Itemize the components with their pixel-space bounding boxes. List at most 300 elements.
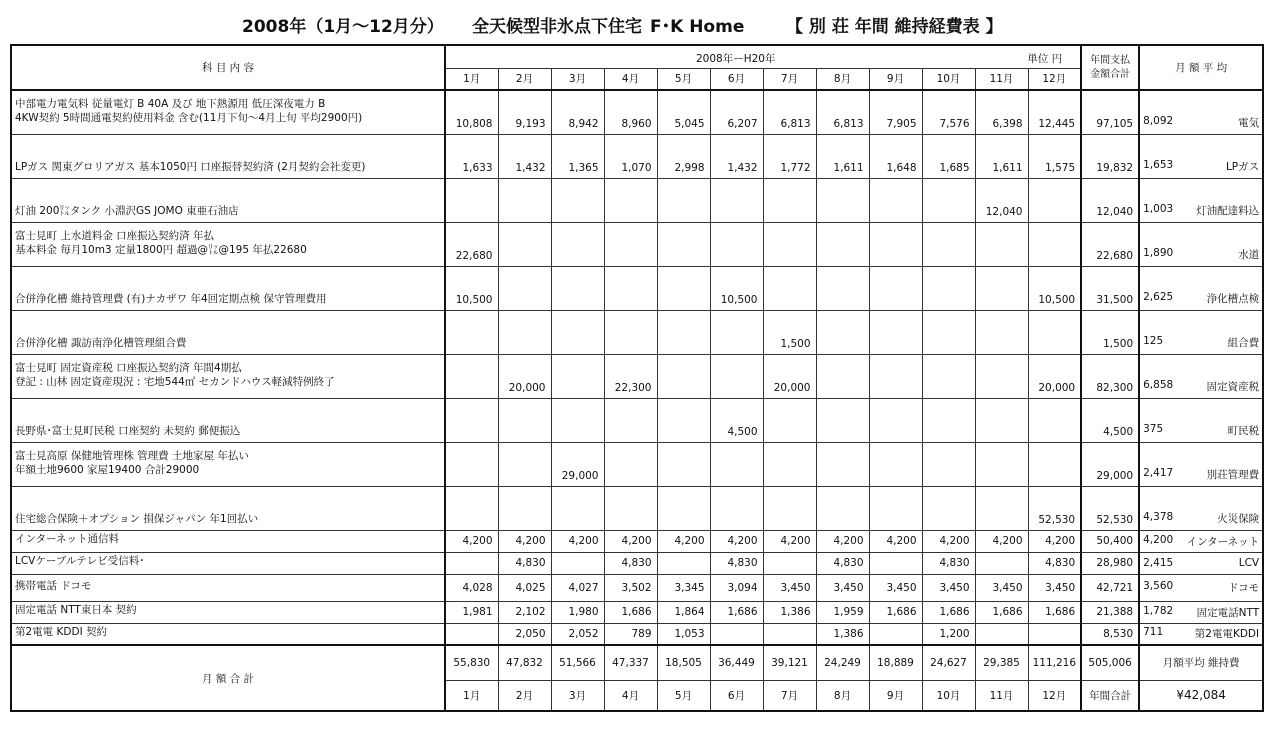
row-description	[11, 266, 445, 310]
month-value-8	[816, 266, 869, 310]
month-value-3: 8,942	[551, 90, 604, 134]
expense-row	[11, 574, 1263, 601]
month-value-6: 4,500	[710, 398, 763, 442]
row-monthly-avg-cell	[1139, 623, 1263, 645]
header-subject: 科 目 内 容	[11, 45, 445, 90]
month-value-2: 2,050	[498, 623, 551, 645]
month-value-5	[657, 398, 710, 442]
row-description-line2: 基本料金 毎月10m3 定量1800円 超過@㍑@195 年払22680	[15, 243, 307, 256]
month-value-11	[975, 623, 1028, 645]
month-header-7: 7月	[763, 68, 816, 90]
month-value-8	[816, 442, 869, 486]
month-value-6	[710, 486, 763, 530]
month-value-4	[604, 442, 657, 486]
month-header-10: 10月	[922, 68, 975, 90]
row-monthly-avg-cell	[1139, 354, 1263, 398]
month-value-4: 4,830	[604, 552, 657, 574]
month-header-4: 4月	[604, 68, 657, 90]
summary-avg-value: ¥42,084	[1139, 680, 1263, 711]
month-value-6: 10,500	[710, 266, 763, 310]
month-value-2: 20,000	[498, 354, 551, 398]
month-value-7	[763, 398, 816, 442]
month-value-9: 4,200	[869, 530, 922, 552]
month-value-3	[551, 398, 604, 442]
row-monthly-avg-cell	[1139, 601, 1263, 623]
month-value-3: 1,365	[551, 134, 604, 178]
row-annual-total: 8,530	[1081, 623, 1139, 645]
summary-month-label-2: 2月	[498, 680, 551, 711]
month-value-11: 1,611	[975, 134, 1028, 178]
month-value-3: 2,052	[551, 623, 604, 645]
month-value-9	[869, 222, 922, 266]
row-category: LPガス	[1225, 160, 1260, 173]
month-value-9	[869, 178, 922, 222]
month-value-9: 3,450	[869, 574, 922, 601]
month-value-2	[498, 266, 551, 310]
row-monthly-avg-cell	[1139, 574, 1263, 601]
month-value-10: 4,830	[922, 552, 975, 574]
row-annual-total: 4,500	[1081, 398, 1139, 442]
row-description	[11, 530, 445, 552]
row-monthly-avg: 2,625	[1143, 290, 1174, 303]
row-annual-total: 29,000	[1081, 442, 1139, 486]
summary-month-label-1: 1月	[445, 680, 498, 711]
month-value-6	[710, 623, 763, 645]
month-value-11	[975, 398, 1028, 442]
month-value-4: 789	[604, 623, 657, 645]
month-value-4: 3,502	[604, 574, 657, 601]
title-doc: 【 別 荘 年間 維持経費表 】	[786, 17, 1003, 37]
row-monthly-avg: 1,653	[1143, 158, 1174, 171]
row-category: 火災保険	[1217, 512, 1260, 525]
row-description-line2: 4KW契約 5時間通電契約使用料金 含む(11月下旬～4月上旬 平均2900円)	[15, 112, 363, 124]
month-value-1	[445, 310, 498, 354]
summary-month-total-7: 39,121	[763, 645, 816, 680]
month-value-4: 8,960	[604, 90, 657, 134]
month-value-10	[922, 178, 975, 222]
month-value-7: 1,772	[763, 134, 816, 178]
month-value-6	[710, 354, 763, 398]
month-value-4: 1,686	[604, 601, 657, 623]
month-value-10: 4,200	[922, 530, 975, 552]
month-value-6: 4,830	[710, 552, 763, 574]
month-value-1	[445, 552, 498, 574]
month-value-5	[657, 552, 710, 574]
row-description-line2: 年額土地9600 家屋19400 合計29000	[15, 463, 200, 476]
row-description-line2: LCVケーブルテレビ受信料･	[15, 555, 145, 567]
month-value-4: 1,070	[604, 134, 657, 178]
month-value-5	[657, 442, 710, 486]
month-value-11: 4,200	[975, 530, 1028, 552]
row-description-line2: 長野県･富士見町民税 口座契約 未契約 郵便振込	[15, 424, 241, 437]
month-value-12	[1028, 178, 1081, 222]
row-monthly-avg: 125	[1143, 334, 1164, 347]
expense-row	[11, 601, 1263, 623]
month-value-1: 10,500	[445, 266, 498, 310]
title-house: 全天候型非氷点下住宅	[472, 17, 642, 37]
month-value-3	[551, 310, 604, 354]
summary-month-total-4: 47,337	[604, 645, 657, 680]
month-value-11	[975, 442, 1028, 486]
summary-month-label-12: 12月	[1028, 680, 1081, 711]
month-value-9	[869, 266, 922, 310]
row-annual-total: 42,721	[1081, 574, 1139, 601]
month-value-10: 3,450	[922, 574, 975, 601]
month-value-3	[551, 178, 604, 222]
row-monthly-avg: 3,560	[1143, 580, 1174, 592]
month-value-9	[869, 398, 922, 442]
month-value-10: 1,200	[922, 623, 975, 645]
row-monthly-avg: 1,890	[1143, 246, 1174, 259]
month-value-12: 52,530	[1028, 486, 1081, 530]
month-value-11	[975, 486, 1028, 530]
month-value-5	[657, 178, 710, 222]
month-value-4	[604, 398, 657, 442]
month-value-6	[710, 178, 763, 222]
summary-month-total-10: 24,627	[922, 645, 975, 680]
month-value-2: 2,102	[498, 601, 551, 623]
expense-row	[11, 310, 1263, 354]
row-monthly-avg-cell	[1139, 530, 1263, 552]
month-value-11	[975, 222, 1028, 266]
summary-month-label-11: 11月	[975, 680, 1028, 711]
month-value-3: 4,200	[551, 530, 604, 552]
month-value-1: 10,808	[445, 90, 498, 134]
month-header-2: 2月	[498, 68, 551, 90]
month-value-5: 2,998	[657, 134, 710, 178]
header-annual-total: 年間支払 金額合計	[1081, 45, 1139, 90]
row-monthly-avg-cell	[1139, 398, 1263, 442]
row-description	[11, 486, 445, 530]
month-value-2	[498, 398, 551, 442]
month-value-8	[816, 310, 869, 354]
month-value-3	[551, 486, 604, 530]
row-monthly-avg-cell	[1139, 134, 1263, 178]
month-value-3	[551, 266, 604, 310]
row-category: 町民税	[1227, 424, 1260, 437]
month-value-11: 6,398	[975, 90, 1028, 134]
month-value-10	[922, 398, 975, 442]
month-header-12: 12月	[1028, 68, 1081, 90]
summary-month-total-12: 111,216	[1028, 645, 1081, 680]
row-monthly-avg: 6,858	[1143, 378, 1174, 391]
month-value-7: 1,500	[763, 310, 816, 354]
row-description-line1: 富士見町 固定資産税 口座振込契約済 年間4期払	[15, 361, 242, 374]
month-value-7	[763, 486, 816, 530]
row-monthly-avg-cell	[1139, 266, 1263, 310]
row-monthly-avg-cell	[1139, 552, 1263, 574]
month-value-12	[1028, 222, 1081, 266]
month-value-12: 10,500	[1028, 266, 1081, 310]
header-monthly-avg: 月 額 平 均	[1139, 45, 1263, 90]
month-value-9	[869, 442, 922, 486]
month-value-11	[975, 310, 1028, 354]
month-value-11	[975, 266, 1028, 310]
month-header-5: 5月	[657, 68, 710, 90]
summary-annual-total: 505,006	[1081, 645, 1139, 680]
month-value-1: 22,680	[445, 222, 498, 266]
month-value-3	[551, 222, 604, 266]
summary-month-total-3: 51,566	[551, 645, 604, 680]
month-value-8: 4,200	[816, 530, 869, 552]
row-category: 第2電電KDDI	[1194, 628, 1260, 641]
expense-row	[11, 354, 1263, 398]
month-value-7: 4,200	[763, 530, 816, 552]
row-annual-total: 19,832	[1081, 134, 1139, 178]
month-value-3	[551, 552, 604, 574]
row-description	[11, 354, 445, 398]
row-description-line1: 富士見町 上水道料金 口座振込契約済 年払	[15, 229, 215, 242]
month-value-3: 1,980	[551, 601, 604, 623]
month-value-12	[1028, 310, 1081, 354]
header-unit: 単位 円	[1027, 53, 1063, 65]
month-value-10	[922, 222, 975, 266]
month-value-10: 1,685	[922, 134, 975, 178]
month-value-6	[710, 442, 763, 486]
month-header-9: 9月	[869, 68, 922, 90]
month-value-7	[763, 222, 816, 266]
month-value-4	[604, 178, 657, 222]
month-value-1: 1,633	[445, 134, 498, 178]
summary-month-label-4: 4月	[604, 680, 657, 711]
month-value-3: 4,027	[551, 574, 604, 601]
summary-month-label-7: 7月	[763, 680, 816, 711]
month-value-2	[498, 486, 551, 530]
row-annual-total: 50,400	[1081, 530, 1139, 552]
expense-row	[11, 178, 1263, 222]
row-annual-total: 1,500	[1081, 310, 1139, 354]
month-value-9: 1,686	[869, 601, 922, 623]
month-value-8	[816, 178, 869, 222]
row-annual-total: 97,105	[1081, 90, 1139, 134]
month-value-8: 1,959	[816, 601, 869, 623]
expense-row	[11, 266, 1263, 310]
month-value-1	[445, 178, 498, 222]
month-value-2: 9,193	[498, 90, 551, 134]
month-value-6: 4,200	[710, 530, 763, 552]
month-value-11	[975, 354, 1028, 398]
month-value-10	[922, 266, 975, 310]
month-value-12: 4,200	[1028, 530, 1081, 552]
row-description-line2: 合併浄化槽 維持管理費 (有)ナカザワ 年4回定期点検 保守管理費用	[15, 292, 327, 305]
month-value-10	[922, 486, 975, 530]
month-value-10	[922, 354, 975, 398]
month-value-4	[604, 310, 657, 354]
summary-month-label-8: 8月	[816, 680, 869, 711]
month-value-8: 6,813	[816, 90, 869, 134]
expense-row	[11, 134, 1263, 178]
month-value-1: 1,981	[445, 601, 498, 623]
row-monthly-avg-cell	[1139, 442, 1263, 486]
row-description	[11, 601, 445, 623]
summary-label: 月 額 合 計	[11, 645, 445, 711]
header-year-cell	[445, 45, 1081, 68]
month-value-6: 1,432	[710, 134, 763, 178]
row-annual-total: 28,980	[1081, 552, 1139, 574]
row-category: 組合費	[1227, 336, 1260, 349]
row-monthly-avg: 1,782	[1143, 604, 1174, 617]
document-title	[0, 12, 1280, 38]
month-value-2: 4,200	[498, 530, 551, 552]
month-value-8: 3,450	[816, 574, 869, 601]
month-value-5: 5,045	[657, 90, 710, 134]
summary-avg-label: 月額平均 維持費	[1139, 645, 1263, 680]
month-value-7: 1,386	[763, 601, 816, 623]
month-value-12: 1,686	[1028, 601, 1081, 623]
row-monthly-avg: 4,378	[1143, 510, 1174, 523]
month-value-10	[922, 310, 975, 354]
expense-row	[11, 486, 1263, 530]
row-monthly-avg: 375	[1143, 422, 1164, 435]
month-value-7: 20,000	[763, 354, 816, 398]
month-value-1	[445, 623, 498, 645]
row-description-line2: 合併浄化槽 諏訪南浄化槽管理組合費	[15, 336, 187, 349]
row-description	[11, 90, 445, 134]
month-value-2: 4,830	[498, 552, 551, 574]
summary-month-label-10: 10月	[922, 680, 975, 711]
month-value-5	[657, 354, 710, 398]
month-value-12: 1,575	[1028, 134, 1081, 178]
month-value-1: 4,028	[445, 574, 498, 601]
month-value-2: 1,432	[498, 134, 551, 178]
month-value-5	[657, 486, 710, 530]
row-description	[11, 552, 445, 574]
row-category: 浄化槽点検	[1206, 292, 1260, 305]
month-value-7	[763, 623, 816, 645]
row-description-line2: 登記 : 山林 固定資産現況 : 宅地544㎡ セカンドハウス軽減特例終了	[15, 375, 335, 388]
row-category: LCV	[1238, 557, 1260, 569]
row-category: 灯油配達料込	[1196, 204, 1260, 217]
month-value-4	[604, 222, 657, 266]
row-monthly-avg: 4,200	[1143, 533, 1174, 546]
row-category: 固定資産税	[1206, 380, 1260, 393]
row-annual-total: 31,500	[1081, 266, 1139, 310]
expense-row	[11, 552, 1263, 574]
month-value-3: 29,000	[551, 442, 604, 486]
month-value-8	[816, 398, 869, 442]
month-value-5: 1,864	[657, 601, 710, 623]
month-value-11: 12,040	[975, 178, 1028, 222]
month-value-6: 1,686	[710, 601, 763, 623]
title-period: 2008年（1月～12月分）	[242, 17, 444, 37]
month-value-5: 3,345	[657, 574, 710, 601]
month-value-1	[445, 354, 498, 398]
month-value-9	[869, 552, 922, 574]
month-value-10	[922, 442, 975, 486]
summary-year-label: 年間合計	[1081, 680, 1139, 711]
row-category: 固定電話NTT	[1196, 606, 1260, 619]
month-header-6: 6月	[710, 68, 763, 90]
month-value-8	[816, 354, 869, 398]
row-description	[11, 178, 445, 222]
month-value-6: 6,207	[710, 90, 763, 134]
month-value-8: 1,611	[816, 134, 869, 178]
month-value-4: 4,200	[604, 530, 657, 552]
month-header-8: 8月	[816, 68, 869, 90]
header-year: 2008年ーH20年	[696, 53, 776, 65]
month-value-1: 4,200	[445, 530, 498, 552]
summary-month-total-5: 18,505	[657, 645, 710, 680]
month-value-4: 22,300	[604, 354, 657, 398]
row-monthly-avg-cell	[1139, 310, 1263, 354]
month-value-12: 4,830	[1028, 552, 1081, 574]
row-monthly-avg: 711	[1143, 626, 1164, 639]
row-description	[11, 398, 445, 442]
month-value-8: 4,830	[816, 552, 869, 574]
month-value-10: 7,576	[922, 90, 975, 134]
row-description	[11, 442, 445, 486]
expense-row	[11, 442, 1263, 486]
month-value-7	[763, 178, 816, 222]
month-value-5	[657, 310, 710, 354]
row-monthly-avg-cell	[1139, 222, 1263, 266]
row-category: 水道	[1238, 248, 1260, 261]
month-value-8	[816, 222, 869, 266]
month-value-7	[763, 266, 816, 310]
row-annual-total: 82,300	[1081, 354, 1139, 398]
row-monthly-avg-cell	[1139, 90, 1263, 134]
month-value-7	[763, 442, 816, 486]
month-value-11: 1,686	[975, 601, 1028, 623]
summary-row-values	[11, 645, 1263, 680]
month-value-1	[445, 398, 498, 442]
row-category: 電気	[1238, 116, 1260, 129]
month-value-2	[498, 310, 551, 354]
month-value-12: 3,450	[1028, 574, 1081, 601]
month-value-6: 3,094	[710, 574, 763, 601]
month-value-11: 3,450	[975, 574, 1028, 601]
month-value-4	[604, 266, 657, 310]
row-monthly-avg-cell	[1139, 178, 1263, 222]
row-description-line2: インターネット通信料	[15, 533, 120, 545]
row-description-line2: 携帯電話 ドコモ	[15, 579, 92, 592]
expense-row	[11, 623, 1263, 645]
month-value-9	[869, 354, 922, 398]
month-header-1: 1月	[445, 68, 498, 90]
month-value-12	[1028, 442, 1081, 486]
month-value-2	[498, 442, 551, 486]
month-value-12	[1028, 623, 1081, 645]
month-value-8	[816, 486, 869, 530]
row-description	[11, 623, 445, 645]
row-monthly-avg: 2,415	[1143, 557, 1174, 569]
row-annual-total: 12,040	[1081, 178, 1139, 222]
month-value-8: 1,386	[816, 623, 869, 645]
expense-rows	[11, 90, 1263, 645]
row-category: インターネット	[1186, 535, 1260, 548]
expense-row	[11, 222, 1263, 266]
row-annual-total: 52,530	[1081, 486, 1139, 530]
summary-month-total-2: 47,832	[498, 645, 551, 680]
month-value-7: 3,450	[763, 574, 816, 601]
row-monthly-avg: 8,092	[1143, 114, 1174, 127]
row-category: 別荘管理費	[1206, 468, 1260, 481]
row-description-line2: LPガス 関東グロリアガス 基本1050円 口座振替契約済 (2月契約会社変更)	[15, 160, 366, 173]
month-value-5	[657, 266, 710, 310]
month-value-9	[869, 486, 922, 530]
expense-table	[10, 44, 1264, 712]
row-description	[11, 310, 445, 354]
row-description-line2: 住宅総合保険＋オプション 損保ジャパン 年1回払い	[15, 512, 259, 525]
summary-month-label-5: 5月	[657, 680, 710, 711]
month-value-2: 4,025	[498, 574, 551, 601]
month-value-2	[498, 222, 551, 266]
month-value-6	[710, 310, 763, 354]
month-value-7	[763, 552, 816, 574]
row-description	[11, 134, 445, 178]
month-header-3: 3月	[551, 68, 604, 90]
month-value-12: 12,445	[1028, 90, 1081, 134]
